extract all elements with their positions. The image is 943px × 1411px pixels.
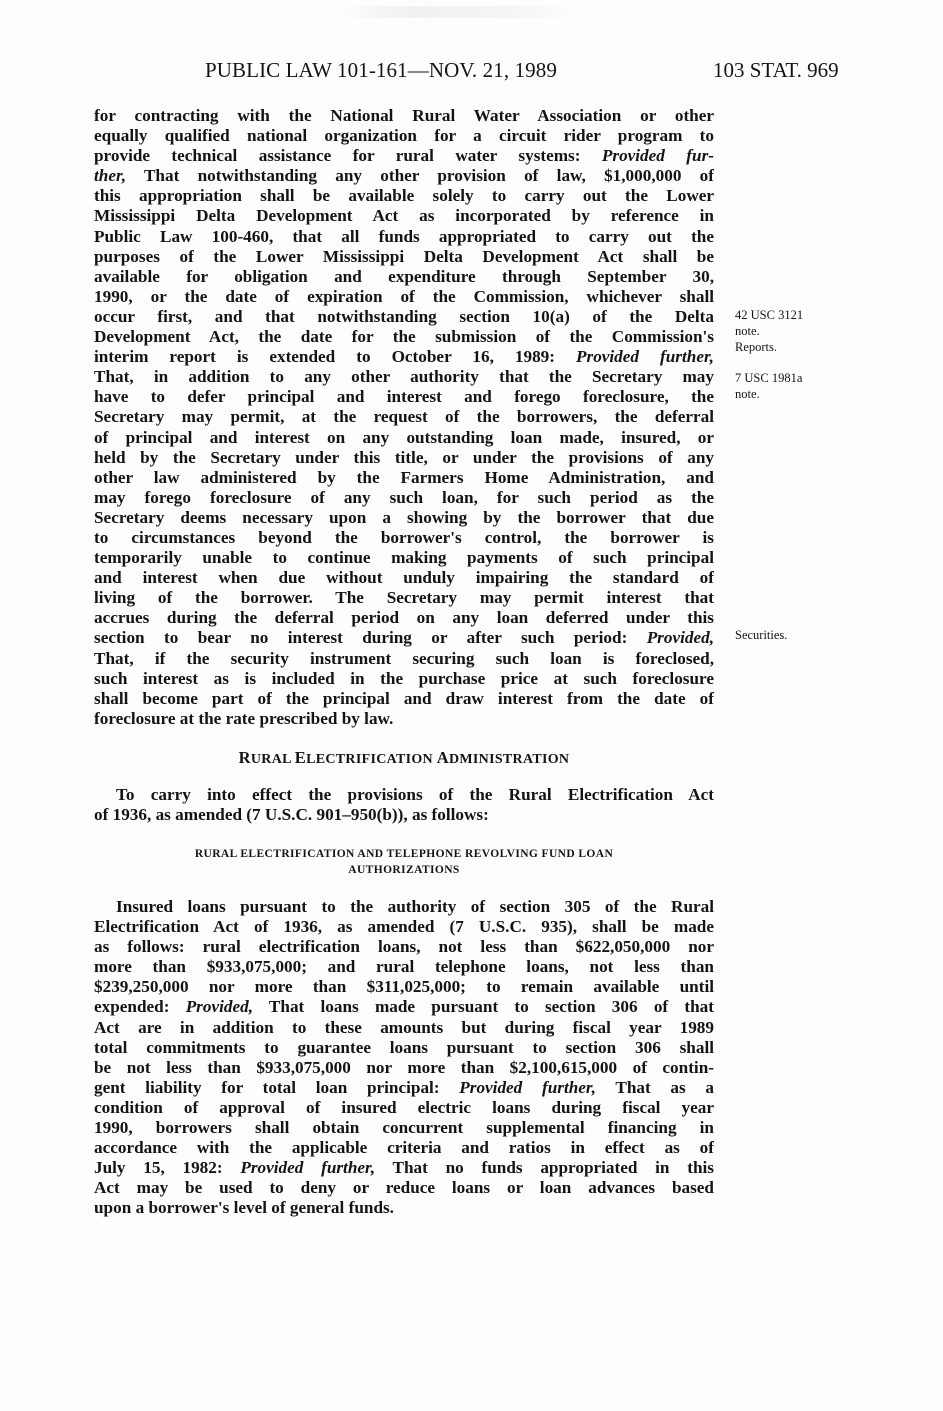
text-line: Act may be used to deny or reduce loans or loan advances based	[94, 1178, 714, 1198]
text-line: may forego foreclosure of any such loan, for such period as the	[94, 487, 714, 507]
subheading-line: RURAL ELECTRIFICATION AND TELEPHONE REVOLVING FUND LOAN	[194, 848, 614, 860]
text-line: as follows: rural electrification loans, not less than $622,050,000 nor	[94, 937, 714, 957]
margin-note-securities	[735, 627, 787, 643]
text-line: ther, That notwithstanding any other provision of law, $1,000,000 of	[94, 166, 714, 186]
text-line: held by the Secretary under this title, or under the provisions of any	[94, 447, 714, 467]
page-number: 103 STAT. 969	[713, 58, 839, 82]
text-line: to circumstances beyond the borrower's control, the borrower is	[94, 527, 714, 547]
text-line: expended: Provided, That loans made pursuant to section 306 of that	[94, 997, 714, 1017]
text-line: total commitments to guarantee loans pursuant to section 306 shall	[94, 1037, 714, 1057]
margin-note-line: Securities.	[735, 628, 788, 642]
paragraph-insured-loans	[94, 897, 714, 1219]
text-line: To carry into effect the provisions of the Rural Electrification Act	[116, 785, 714, 804]
text-line: gent liability for total loan principal: Provided further, That as a	[94, 1077, 714, 1097]
text-line: accrues during the deferral period on any loan deferred under this	[94, 608, 714, 628]
paragraph-rea-intro	[94, 785, 714, 825]
text-line: section to bear no interest during or after such period: Provided,	[94, 628, 714, 648]
margin-note-line: Reports.	[735, 340, 778, 354]
section-heading-rea: RURAL ELECTRIFICATION ADMINISTRATION	[238, 748, 570, 767]
text-line: shall become part of the principal and draw interest from the date of	[94, 688, 714, 708]
text-line: occur first, and that notwithstanding section 10(a) of the Delta	[94, 306, 714, 326]
text-line: That, in addition to any other authority that the Secretary may	[94, 367, 714, 387]
text-line: Electrification Act of 1936, as amended (7 U.S.C. 935), shall be made	[94, 917, 714, 937]
text-line: condition of approval of insured electric loans during fiscal year	[94, 1097, 714, 1117]
text-line: July 15, 1982: Provided further, That no funds appropriated in this	[94, 1158, 714, 1178]
text-line: Secretary deems necessary upon a showing by the borrower that due	[94, 507, 714, 527]
text-line: Development Act, the date for the submission of the Commission's	[94, 327, 714, 347]
margin-note-line: note.	[735, 387, 760, 401]
text-line: temporarily unable to continue making payments of such principal	[94, 548, 714, 568]
text-line: $239,250,000 nor more than $311,025,000; to remain available until	[94, 977, 714, 997]
text-line: Act are in addition to these amounts but during fiscal year 1989	[94, 1017, 714, 1037]
text-line: available for obligation and expenditure through September 30,	[94, 266, 714, 286]
text-line: and interest when due without unduly impairing the standard of	[94, 568, 714, 588]
text-line: 1990, or the date of expiration of the Commission, whichever shall	[94, 286, 714, 306]
text-line: 1990, borrowers shall obtain concurrent supplemental financing in	[94, 1118, 714, 1138]
text-line: other law administered by the Farmers Home Administration, and	[94, 467, 714, 487]
text-line: Secretary may permit, at the request of the borrowers, the deferral	[94, 407, 714, 427]
subheading-line: AUTHORIZATIONS	[348, 864, 460, 876]
text-line: be not less than $933,075,000 nor more than $2,100,615,000 of contin-	[94, 1057, 714, 1077]
bleed-through-smudge	[340, 6, 580, 18]
margin-note-line: 42 USC 3121	[735, 308, 804, 322]
text-line: purposes of the Lower Mississippi Delta Development Act shall be	[94, 246, 714, 266]
text-line: Insured loans pursuant to the authority of section 305 of the Rural	[116, 897, 714, 916]
text-line: of principal and interest on any outstanding loan made, insured, or	[94, 427, 714, 447]
text-line: for contracting with the National Rural Water Association or other	[94, 106, 714, 125]
paragraph-continuation	[94, 106, 714, 729]
text-line: living of the borrower. The Secretary may permit interest that	[94, 588, 714, 608]
text-line: have to defer principal and interest and forego foreclosure, the	[94, 387, 714, 407]
text-line: upon a borrower's level of general funds.	[94, 1198, 394, 1218]
text-line: such interest as is included in the purchase price at such foreclosure	[94, 668, 714, 688]
margin-note-7-usc	[735, 370, 802, 402]
text-line: Mississippi Delta Development Act as incorporated by reference in	[94, 206, 714, 226]
text-line: Public Law 100-460, that all funds appropriated to carry out the	[94, 226, 714, 246]
running-head: PUBLIC LAW 101-161—NOV. 21, 1989	[205, 58, 557, 82]
subsection-heading-revolving-fund	[94, 846, 714, 878]
text-line: interim report is extended to October 16, 1989: Provided further,	[94, 347, 714, 367]
text-line: accordance with the applicable criteria and ratios in effect as of	[94, 1138, 714, 1158]
margin-note-42-usc	[735, 307, 803, 355]
text-line: provide technical assistance for rural water systems: Provided fur-	[94, 146, 714, 166]
text-line: That, if the security instrument securing such loan is foreclosed,	[94, 648, 714, 668]
text-line: of 1936, as amended (7 U.S.C. 901–950(b)), as follows:	[94, 805, 489, 825]
margin-note-line: note.	[735, 324, 760, 338]
text-line: this appropriation shall be available solely to carry out the Lower	[94, 186, 714, 206]
text-line: equally qualified national organization for a circuit rider program to	[94, 126, 714, 146]
text-line: more than $933,075,000; and rural telephone loans, not less than	[94, 957, 714, 977]
text-line: foreclosure at the rate prescribed by law.	[94, 708, 394, 728]
margin-note-line: 7 USC 1981a	[735, 371, 803, 385]
